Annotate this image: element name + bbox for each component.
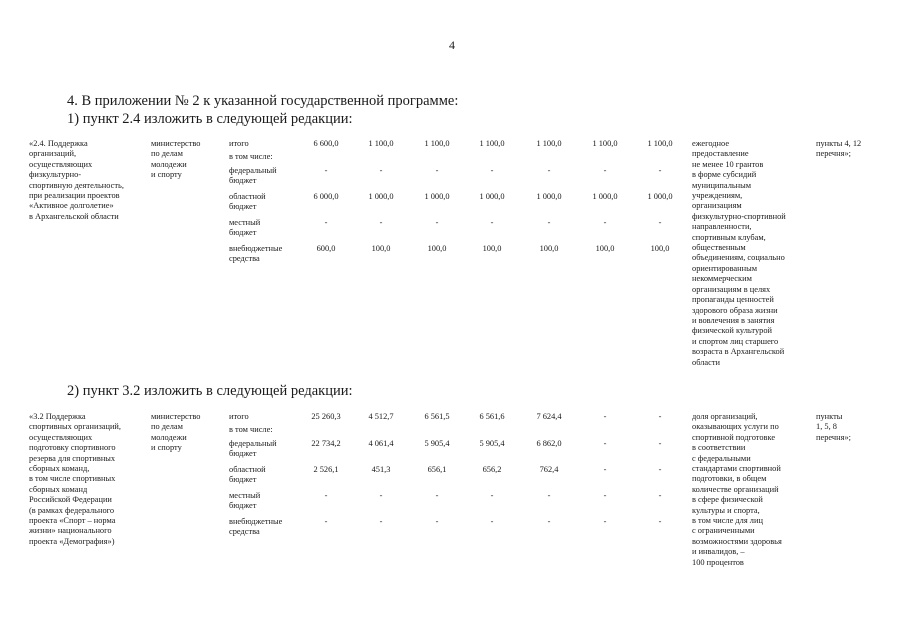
funding-value: 6 000,0 — [313, 192, 339, 201]
funding-value: 1 100,0 — [424, 139, 450, 148]
funding-value: 25 260,3 — [311, 412, 341, 421]
list-reference: пункты 4, 12 перечня»; — [816, 139, 862, 159]
funding-value: - — [603, 491, 607, 500]
funding-value: 2 526,1 — [313, 465, 339, 474]
funding-value: - — [435, 491, 439, 500]
funding-value: - — [379, 166, 383, 175]
list-reference: пункты 1, 5, 8 перечня»; — [816, 412, 851, 442]
funding-source-label: федеральный бюджет — [229, 439, 277, 459]
funding-value: - — [603, 517, 607, 526]
funding-value: 1 100,0 — [647, 139, 673, 148]
funding-source-label: местный бюджет — [229, 218, 261, 238]
funding-value: 656,2 — [482, 465, 502, 474]
funding-value: 762,4 — [539, 465, 559, 474]
funding-value: - — [490, 517, 494, 526]
funding-value: 100,0 — [482, 244, 502, 253]
funding-value: 100,0 — [539, 244, 559, 253]
funding-value: - — [547, 166, 551, 175]
funding-value: - — [435, 166, 439, 175]
funding-value: 1 000,0 — [647, 192, 673, 201]
funding-source-label: внебюджетные средства — [229, 244, 283, 264]
funding-value: 100,0 — [595, 244, 615, 253]
section1-title: 1) пункт 2.4 изложить в следующей редакции: — [67, 111, 353, 127]
funding-value: 100,0 — [371, 244, 391, 253]
funding-value: 1 000,0 — [592, 192, 618, 201]
funding-value: 100,0 — [427, 244, 447, 253]
funding-value: - — [603, 465, 607, 474]
funding-source-label: областной бюджет — [229, 192, 266, 212]
funding-value: 1 000,0 — [479, 192, 505, 201]
funding-value: 6 561,6 — [479, 412, 505, 421]
funding-value: - — [490, 491, 494, 500]
amendment-heading: 4. В приложении № 2 к указанной государственной программе: — [67, 93, 459, 109]
funding-value: - — [658, 439, 662, 448]
item-name: «2.4. Поддержка организаций, осуществляющих физкультурно- спортивную деятельность, при реализации проектов «Активное долголетие» в Архангельской области — [29, 139, 124, 221]
funding-value: - — [379, 491, 383, 500]
funding-value: - — [658, 412, 662, 421]
funding-value: - — [603, 166, 607, 175]
funding-value: 1 000,0 — [536, 192, 562, 201]
funding-value: - — [324, 491, 328, 500]
funding-value: - — [603, 218, 607, 227]
funding-source-label: итого — [229, 412, 249, 421]
funding-value: - — [547, 491, 551, 500]
funding-value: 6 600,0 — [313, 139, 339, 148]
funding-value: - — [658, 517, 662, 526]
funding-source-label: в том числе: — [229, 425, 273, 434]
expected-result: ежегодное предоставление не менее 10 грантов в форме субсидий муниципальным учреждениям, организациям физкультурно-спортивной направленности, спортивным клубам, общественным объединениям, социально ориентированным некоммерческим организациям в целях пропаганды ценностей здорового образа жизни и вовлечения в занятия физической культурой и спортом лиц старшего возраста в Архангельской области — [692, 139, 786, 367]
funding-value: 451,3 — [371, 465, 391, 474]
funding-source-label: областной бюджет — [229, 465, 266, 485]
funding-value: 4 512,7 — [368, 412, 394, 421]
executor: министерство по делам молодежи и спорту — [151, 139, 201, 180]
item-name: «3.2 Поддержка спортивных организаций, осуществляющих подготовку спортивного резерва для спортивных сборных команд, в том числе спортивных сборных команд Российской Федерации (в рамках федерального проекта «Спорт – норма жизни» национального проекта «Демография») — [29, 412, 122, 546]
section2-title: 2) пункт 3.2 изложить в следующей редакции: — [67, 383, 353, 399]
funding-value: 1 100,0 — [479, 139, 505, 148]
funding-value: - — [379, 218, 383, 227]
funding-value: - — [490, 166, 494, 175]
funding-value: - — [324, 166, 328, 175]
executor: министерство по делам молодежи и спорту — [151, 412, 201, 453]
funding-value: - — [603, 439, 607, 448]
funding-source-label: местный бюджет — [229, 491, 261, 511]
funding-value: - — [658, 465, 662, 474]
funding-source-label: в том числе: — [229, 152, 273, 161]
funding-value: 1 100,0 — [368, 139, 394, 148]
funding-value: 6 561,5 — [424, 412, 450, 421]
funding-value: - — [658, 218, 662, 227]
funding-value: - — [435, 517, 439, 526]
funding-value: - — [547, 218, 551, 227]
funding-value: 7 624,4 — [536, 412, 562, 421]
funding-value: 5 905,4 — [424, 439, 450, 448]
funding-value: 100,0 — [650, 244, 670, 253]
funding-source-label: федеральный бюджет — [229, 166, 277, 186]
funding-value: 1 100,0 — [592, 139, 618, 148]
funding-value: - — [490, 218, 494, 227]
funding-value: 22 734,2 — [311, 439, 341, 448]
funding-value: 600,0 — [316, 244, 336, 253]
funding-value: 1 100,0 — [536, 139, 562, 148]
funding-value: - — [435, 218, 439, 227]
funding-source-label: внебюджетные средства — [229, 517, 283, 537]
funding-source-label: итого — [229, 139, 249, 148]
funding-value: 5 905,4 — [479, 439, 505, 448]
funding-value: 1 000,0 — [368, 192, 394, 201]
funding-value: - — [658, 166, 662, 175]
funding-value: - — [324, 517, 328, 526]
funding-value: - — [547, 517, 551, 526]
funding-value: 4 061,4 — [368, 439, 394, 448]
funding-value: 6 862,0 — [536, 439, 562, 448]
funding-value: 656,1 — [427, 465, 447, 474]
funding-value: - — [324, 218, 328, 227]
page-number: 4 — [449, 38, 455, 52]
expected-result: доля организаций, оказывающих услуги по спортивной подготовке в соответствии с федеральными стандартами спортивной подготовки, в общем количестве организаций в сфере физической культуры и спорта, в том числе для лиц с ограниченными возможностями здоровья и инвалидов, – 100 процентов — [692, 412, 782, 567]
funding-value: - — [379, 517, 383, 526]
funding-value: 1 000,0 — [424, 192, 450, 201]
funding-value: - — [658, 491, 662, 500]
funding-value: - — [603, 412, 607, 421]
